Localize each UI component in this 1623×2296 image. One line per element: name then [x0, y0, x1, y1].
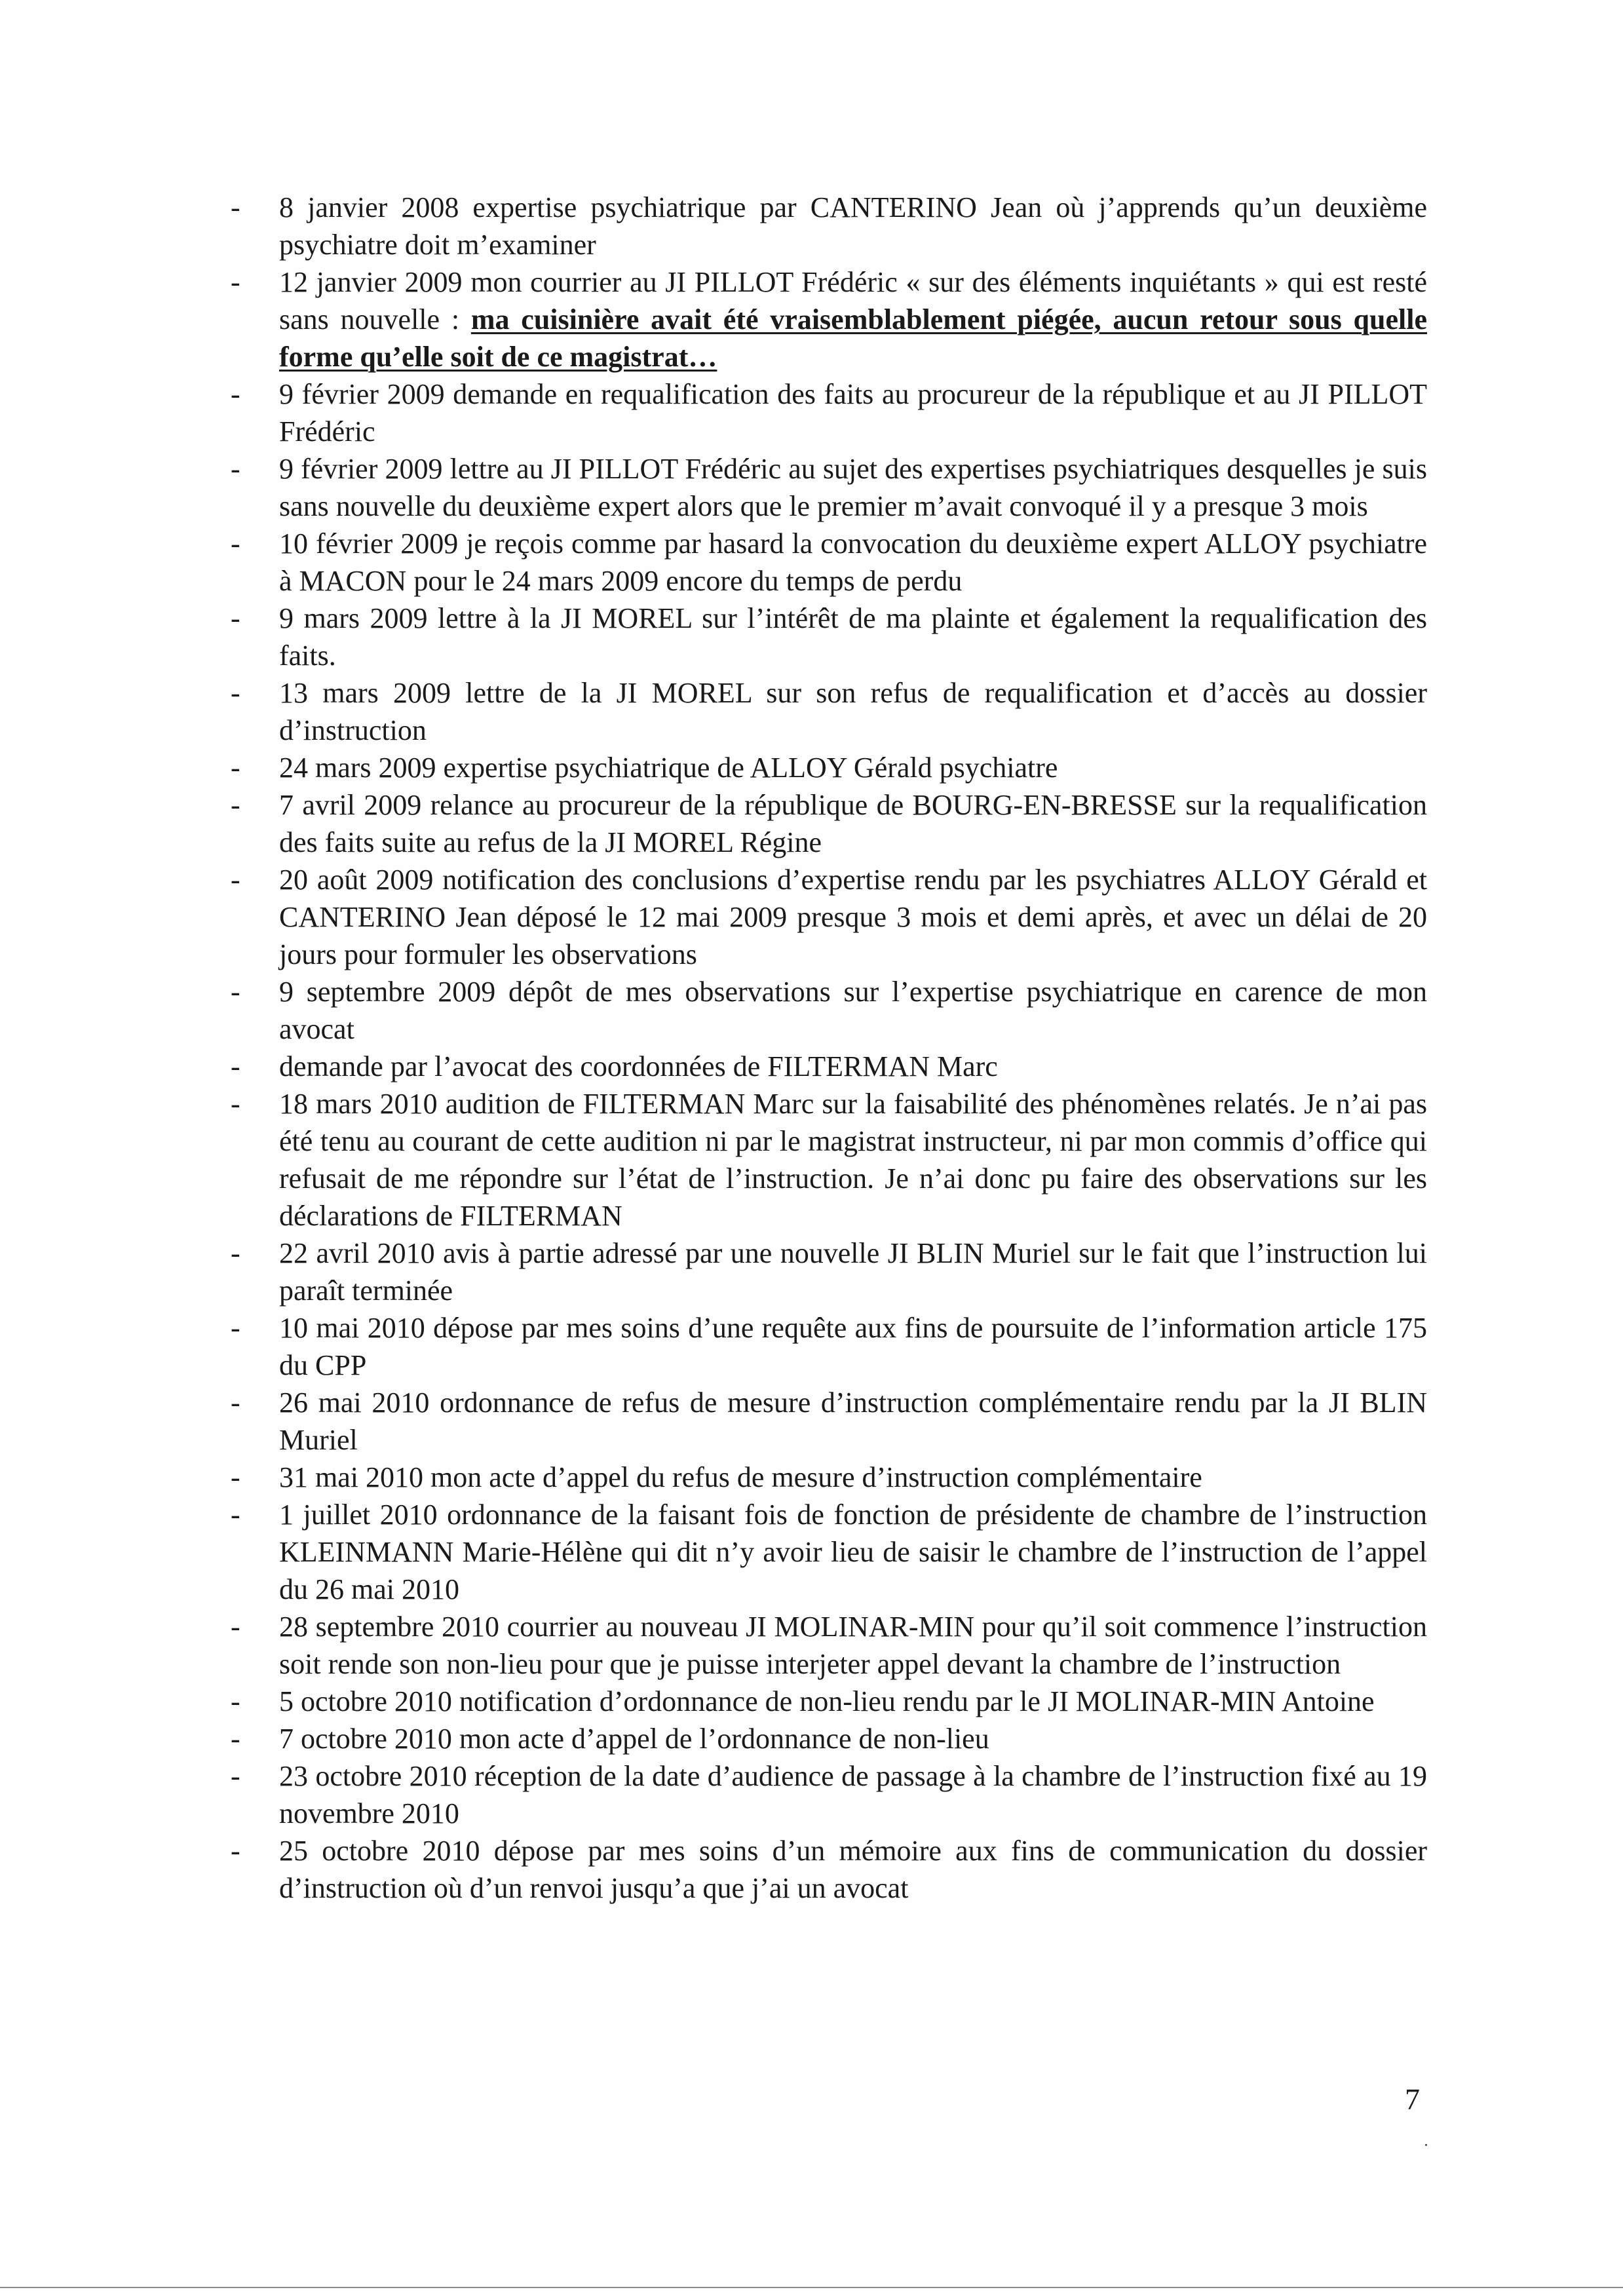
entry-text: 5 octobre 2010 notification d’ordonnance de non-lieu rendu par le JI MOLINAR-MIN Antoine	[279, 1685, 1375, 1717]
entry-text: 9 septembre 2009 dépôt de mes observations sur l’expertise psychiatrique en carence de mon avocat	[279, 976, 1427, 1045]
entry-text: demande par l’avocat des coordonnées de FILTERMAN Marc	[279, 1050, 998, 1082]
entry-text: 10 février 2009 je reçois comme par hasard la convocation du deuxième expert ALLOY psychiatre à MACON pour le 24 mars 2009 encore du temps de perdu	[279, 527, 1427, 597]
bullet-dash: -	[231, 1760, 240, 1792]
chronology-entry	[231, 1757, 1427, 1832]
chronology-entry	[231, 1048, 1427, 1085]
entry-text: 18 mars 2010 audition de FILTERMAN Marc sur la faisabilité des phénomènes relatés. Je n’ai pas été tenu au courant de cette audition ni par le magistrat instructeur, ni par mon commis d’office qui refusait de me répondre sur l’état de l’instruction. Je n’ai donc pu faire des observations sur les déclarations de FILTERMAN	[279, 1088, 1427, 1232]
bullet-dash: -	[231, 266, 240, 298]
bullet-dash: -	[231, 378, 240, 410]
chronology-entry	[231, 1832, 1427, 1907]
entry-text: 31 mai 2010 mon acte d’appel du refus de mesure d’instruction complémentaire	[279, 1461, 1202, 1493]
chronology-entry	[231, 861, 1427, 973]
entry-text: 22 avril 2010 avis à partie adressé par une nouvelle JI BLIN Muriel sur le fait que l’instruction lui paraît terminée	[279, 1237, 1427, 1307]
chronology-entry	[231, 1459, 1427, 1496]
chronology-entry	[231, 1720, 1427, 1757]
chronology-entry	[231, 786, 1427, 861]
chronology-entry	[231, 1384, 1427, 1459]
entry-text: 9 février 2009 demande en requalification des faits au procureur de la république et au JI PILLOT Frédéric	[279, 378, 1427, 448]
entry-text: 13 mars 2009 lettre de la JI MOREL sur son refus de requalification et d’accès au dossier d’instruction	[279, 677, 1427, 746]
bullet-dash: -	[231, 453, 240, 485]
entry-text: 7 avril 2009 relance au procureur de la république de BOURG-EN-BRESSE sur la requalification des faits suite au refus de la JI MOREL Régine	[279, 789, 1427, 858]
bullet-dash: -	[231, 1387, 240, 1419]
bullet-dash: -	[231, 976, 240, 1008]
entry-text: 26 mai 2010 ordonnance de refus de mesure d’instruction complémentaire rendu par la JI BLIN Muriel	[279, 1387, 1427, 1456]
chronology-entry	[231, 600, 1427, 674]
scan-speck	[1425, 2144, 1427, 2146]
chronology-entry	[231, 1496, 1427, 1608]
bullet-dash: -	[231, 677, 240, 709]
page-number: 7	[1405, 2082, 1420, 2116]
entry-text: 23 octobre 2010 réception de la date d’audience de passage à la chambre de l’instruction fixé au 19 novembre 2010	[279, 1760, 1427, 1829]
chronology-entry	[231, 973, 1427, 1048]
bullet-dash: -	[231, 1088, 240, 1120]
bullet-dash: -	[231, 1312, 240, 1344]
bullet-dash: -	[231, 1499, 240, 1531]
entry-text: 12 janvier 2009 mon courrier au JI PILLOT Frédéric « sur des éléments inquiétants » qui est resté sans nouvelle :	[279, 266, 1427, 335]
bullet-dash: -	[231, 752, 240, 784]
bullet-dash: -	[231, 1723, 240, 1755]
entry-text: 25 octobre 2010 dépose par mes soins d’un mémoire aux fins de communication du dossier d’instruction où d’un renvoi jusqu’a que j’ai un avocat	[279, 1835, 1427, 1904]
bullet-dash: -	[231, 1611, 240, 1643]
entry-text: 28 septembre 2010 courrier au nouveau JI MOLINAR-MIN pour qu’il soit commence l’instruction soit rende son non-lieu pour que je puisse interjeter appel devant la chambre de l’instruction	[279, 1611, 1427, 1680]
bullet-dash: -	[231, 1461, 240, 1493]
bullet-dash: -	[231, 1835, 240, 1867]
bullet-dash: -	[231, 1050, 240, 1082]
bullet-dash: -	[231, 527, 240, 560]
entry-text: 9 mars 2009 lettre à la JI MOREL sur l’intérêt de ma plainte et également la requalification des faits.	[279, 602, 1427, 672]
bullet-dash: -	[231, 1685, 240, 1717]
chronology-entry	[231, 263, 1427, 375]
scan-bottom-edge	[0, 2287, 1623, 2288]
bullet-dash: -	[231, 191, 240, 223]
chronology-list	[231, 189, 1427, 1907]
entry-text: 20 août 2009 notification des conclusions d’expertise rendu par les psychiatres ALLOY Gérald et CANTERINO Jean déposé le 12 mai 2009 presque 3 mois et demi après, et avec un délai de 20 jours pour formuler les observations	[279, 864, 1427, 970]
bullet-dash: -	[231, 864, 240, 896]
bullet-dash: -	[231, 789, 240, 821]
entry-text: 10 mai 2010 dépose par mes soins d’une requête aux fins de poursuite de l’information article 175 du CPP	[279, 1312, 1427, 1381]
chronology-entry	[231, 189, 1427, 263]
bullet-dash: -	[231, 1237, 240, 1269]
chronology-entry	[231, 450, 1427, 525]
entry-text: 24 mars 2009 expertise psychiatrique de ALLOY Gérald psychiatre	[279, 752, 1058, 784]
chronology-entry	[231, 749, 1427, 786]
chronology-entry	[231, 525, 1427, 600]
chronology-entry	[231, 674, 1427, 749]
entry-emphasis: ma cuisinière avait été vraisemblablement piégée, aucun retour sous quelle forme qu’elle soit de ce magistrat…	[279, 303, 1427, 373]
entry-text: 7 octobre 2010 mon acte d’appel de l’ordonnance de non-lieu	[279, 1723, 989, 1755]
chronology-entry	[231, 1309, 1427, 1384]
chronology-entry	[231, 1085, 1427, 1234]
entry-text: 8 janvier 2008 expertise psychiatrique par CANTERINO Jean où j’apprends qu’un deuxième psychiatre doit m’examiner	[279, 191, 1427, 261]
chronology-entry	[231, 1234, 1427, 1309]
chronology-entry	[231, 1683, 1427, 1720]
chronology-entry	[231, 1608, 1427, 1683]
chronology-entry	[231, 375, 1427, 450]
entry-text: 9 février 2009 lettre au JI PILLOT Frédéric au sujet des expertises psychiatriques desquelles je suis sans nouvelle du deuxième expert alors que le premier m’avait convoqué il y a presque 3 mois	[279, 453, 1427, 522]
entry-text: 1 juillet 2010 ordonnance de la faisant fois de fonction de présidente de chambre de l’instruction KLEINMANN Marie-Hélène qui dit n’y avoir lieu de saisir le chambre de l’instruction de l’appel du 26 mai 2010	[279, 1499, 1427, 1605]
bullet-dash: -	[231, 602, 240, 634]
